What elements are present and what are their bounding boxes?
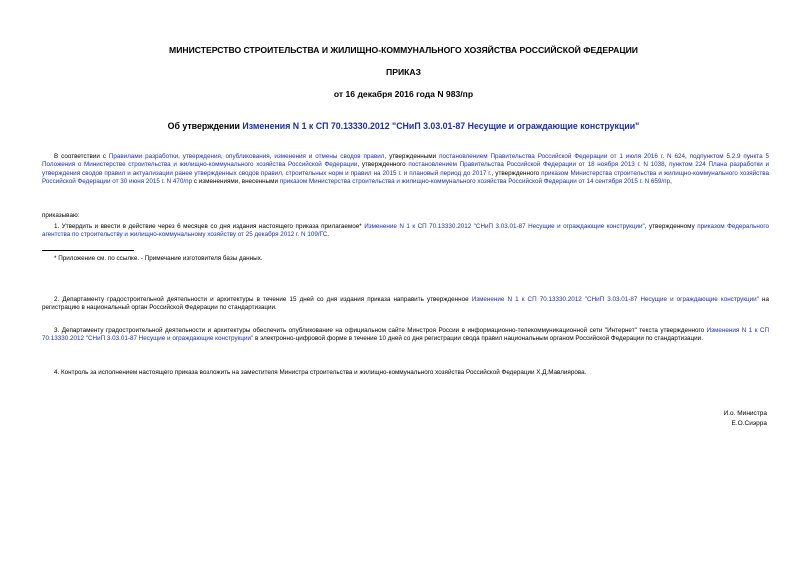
signature-position: И.о. Министра: [723, 410, 767, 417]
item-2-link-change[interactable]: Изменение N 1 к СП 70.13330.2012 "СНиП 3.03.01-87 Несущие и ограждающие конструкции": [471, 296, 759, 303]
item-3-paragraph: [42, 327, 769, 344]
item-1-text-2: , утвержденному: [644, 223, 698, 230]
title-prefix: Об утверждении: [167, 121, 243, 131]
link-plan-224[interactable]: пунктом 224 Плана разработки и утверждения сводов правил и актуализации ранее утвержденных сводов правил, строительных норм и правил на 2015 г. и плановый период до 2017 г.: [42, 161, 769, 177]
item-1-paragraph: [42, 223, 769, 240]
document-title: [0, 121, 807, 132]
preamble-paragraph: [42, 153, 769, 187]
preamble-text-3: ,: [684, 153, 690, 160]
link-order-470[interactable]: приказом Министерства строительства и жилищно-коммунального хозяйства Российской Федерации от 30 июня 2015 г. N 470/пр: [42, 169, 769, 186]
link-rules[interactable]: Правилами разработки, утверждения, опубликования, изменения и отмены сводов правил: [108, 153, 385, 160]
preamble-text-7: с изменениями, внесенными: [192, 178, 280, 186]
preamble-text-8: ,: [670, 178, 672, 186]
item-2-text-1: 2. Департаменту градостроительной деятельности и архитектуры в течение 15 дней со дня издания приказа направить утвержденное: [54, 296, 472, 303]
title-link[interactable]: Изменения N 1 к СП 70.13330.2012 "СНиП 3.03.01-87 Несущие и ограждающие конструкции": [242, 121, 640, 131]
item-1-link-order-109[interactable]: приказом Федерального агентства по строительству и жилищно-коммунальному хозяйству от 25 декабря 2012 г. N 109/ГС: [42, 223, 770, 239]
link-order-659[interactable]: приказом Министерства строительства и жилищно-коммунального хозяйства Российской Федерации от 14 сентября 2015 г. N 659/пр: [279, 178, 671, 186]
ministry-heading: МИНИСТЕРСТВО СТРОИТЕЛЬСТВА И ЖИЛИЩНО-КОММУНАЛЬНОГО ХОЗЯЙСТВА РОССИЙСКОЙ ФЕДЕРАЦИИ: [169, 45, 638, 55]
preamble-text-4: , утвержденного: [357, 161, 409, 169]
footnote-divider: [42, 250, 134, 251]
item-2-text-2: на регистрацию в национальный орган Российской Федерации по стандартизации.: [42, 296, 769, 312]
link-regulation-5-2-9[interactable]: подпунктом 5.2.9 пункта 5 Положения о Министерстве строительства и жилищно-коммунального хозяйства Российской Федерации: [42, 153, 770, 169]
doc-type-heading: ПРИКАЗ: [386, 67, 421, 77]
item-2-paragraph: [42, 296, 769, 313]
item-4-paragraph: 4. Контроль за исполнением настоящего приказа возложить на заместителя Министра строительства и жилищно-коммунального хозяйства Российской Федерации Х.Д.Мавлиярова.: [54, 369, 587, 376]
preamble-text-1: В соответствии с: [54, 153, 109, 160]
preamble-text-5: ,: [664, 161, 670, 169]
link-resolution-1038[interactable]: постановлением Правительства Российской Федерации от 18 ноября 2013 г. N 1038: [408, 161, 665, 169]
item-3-link-change[interactable]: Изменения N 1 к СП 70.13330.2012 "СНиП 3.03.01-87 Несущие и ограждающие конструкции": [42, 327, 769, 343]
item-3-text-2: в электронно-цифровой форме в течение 10 дней со дня регистрации свода правил национальным органом Российской Федерации по стандартизации.: [253, 335, 703, 343]
signature-name: Е.О.Сиэрра: [731, 420, 767, 427]
item-1-text-3: .: [327, 231, 330, 239]
order-word: приказываю:: [42, 212, 80, 219]
preamble-text-6: , утвержденного: [491, 169, 542, 177]
footnote: * Приложение см. по ссылке. - Примечание изготовителя базы данных.: [54, 255, 263, 262]
date-number-heading: от 16 декабря 2016 года N 983/пр: [333, 89, 474, 99]
link-resolution-624[interactable]: постановлением Правительства Российской Федерации от 1 июля 2016 г. N 624: [439, 153, 685, 160]
item-1-link-change[interactable]: Изменение N 1 к СП 70.13330.2012 "СНиП 3.03.01-87 Несущие и ограждающие конструкции": [364, 223, 645, 230]
item-1-text-1: 1. Утвердить и ввести в действие через 6 месяцев со дня издания настоящего приказа прилагаемое*: [54, 223, 365, 230]
item-3-text-1: 3. Департаменту градостроительной деятельности и архитектуры обеспечить опубликование на официальном сайте Минстроя России в информационно-телекоммуникационной сети "Интернет" текста утвержденного: [54, 327, 707, 334]
preamble-text-2: , утвержденными: [384, 153, 440, 160]
